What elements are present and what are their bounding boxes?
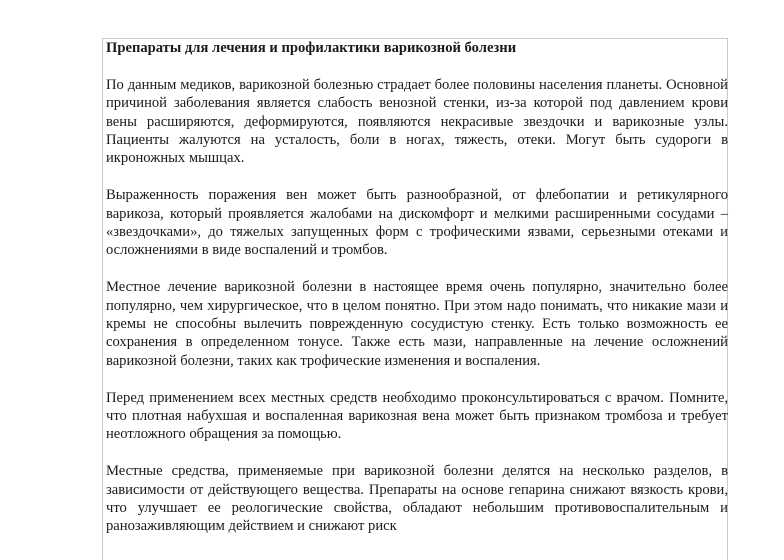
paragraph-1: По данным медиков, варикозной болезнью страдает более половины населения планеты. Основной причиной заболевания является слабость венозной стенки, из-за которой под давлением крови вены расширяются, деформируются, появляются некрасивые звездочки и варикозные узлы. Пациенты жалуются на усталость, боли в ногах, тяжесть, отеки. Могут быть судороги в икроножных мышцах.: [106, 76, 728, 167]
document-title: Препараты для лечения и профилактики варикозной болезни: [106, 40, 517, 56]
paragraph-4: Перед применением всех местных средств необходимо проконсультироваться с врачом. Помните, что плотная набухшая и воспаленная варикозная вена может быть признаком тромбоза и требует неотложного обращения за помощью.: [106, 389, 728, 443]
paragraph-3: Местное лечение варикозной болезни в настоящее время очень популярно, значительно более популярно, чем хирургическое, что в целом понятно. При этом надо понимать, что никакие мази и кремы не способны вылечить поврежденную сосудистую стенку. Есть только возможность ее сохранения в определенном тонусе. Также есть мази, направленные на лечение осложнений варикозной болезни, таких как трофические изменения и воспаления.: [106, 279, 728, 369]
paragraph-2: Выраженность поражения вен может быть разнообразной, от флебопатии и ретикулярного варикоза, который проявляется жалобами на дискомфорт и мелкими расширенными сосудами – «звездочками», до тяжелых запущенных форм с трофическими язвами, серьезными отеками и осложнениями в виде воспалений и тромбов.: [106, 187, 728, 259]
paragraph-5: Местные средства, применяемые при варикозной болезни делятся на несколько разделов, в зависимости от действующего вещества. Препараты на основе гепарина снижают вязкость крови, что улучшает ее реологические свойства, обладают небольшим противовоспалительным и ранозаживляющим действием и снижают риск: [106, 463, 728, 535]
document-body[interactable]: [106, 38, 728, 536]
